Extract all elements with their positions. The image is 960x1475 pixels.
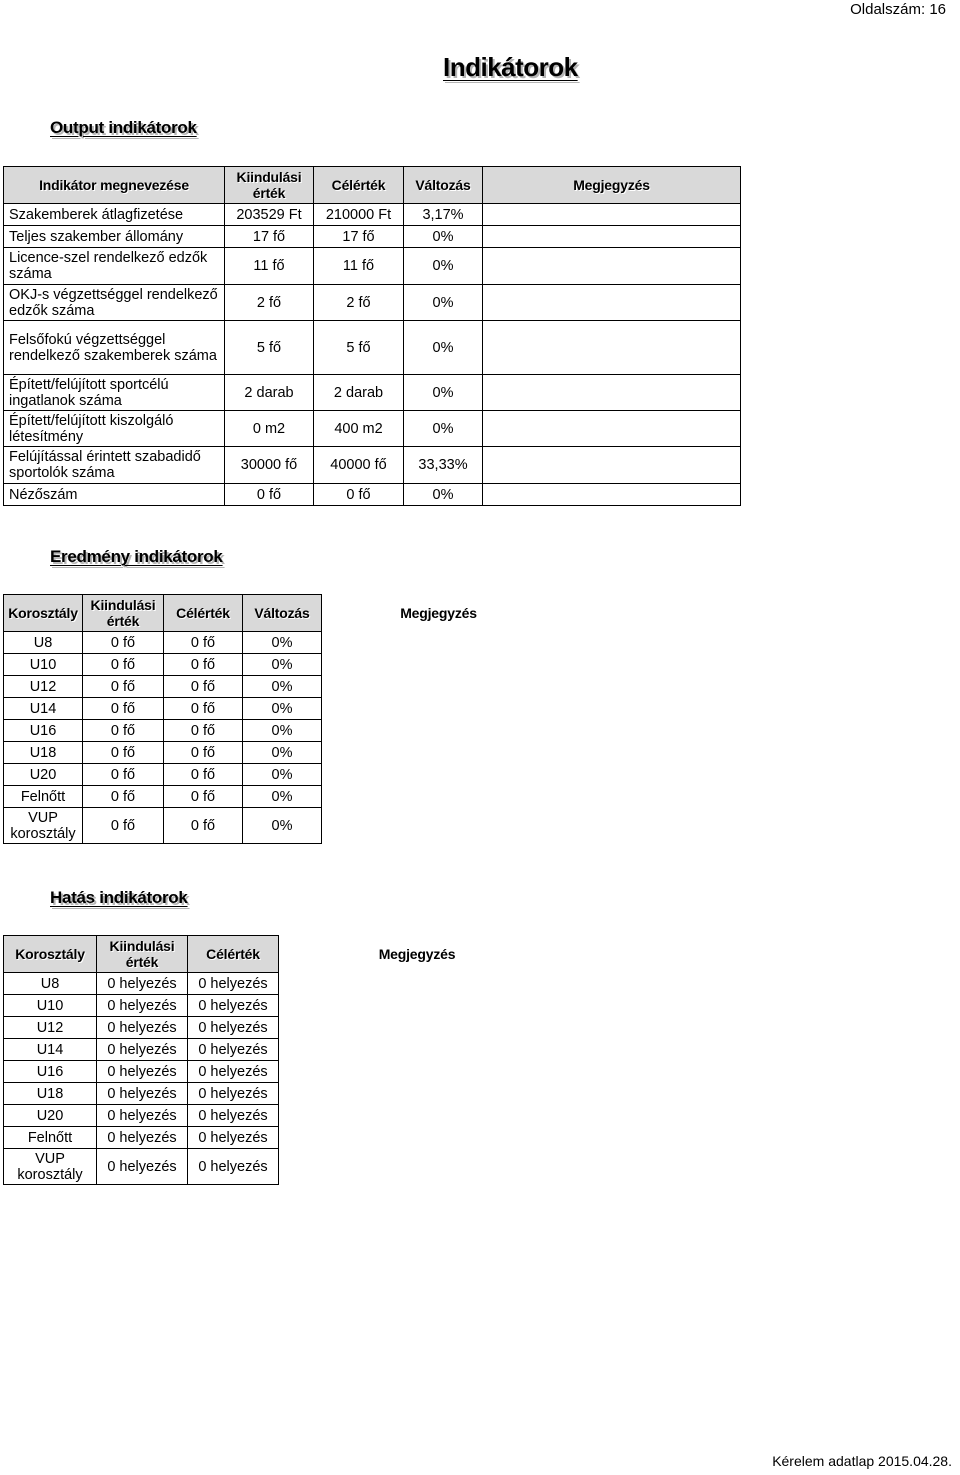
eredmeny-header-baseline: Kiindulási érték — [83, 595, 164, 632]
row-label: Felújítással érintett szabadidő sportolók száma — [4, 447, 225, 484]
table-row — [4, 447, 741, 484]
output-table — [3, 166, 741, 506]
change-value: 0% — [243, 764, 322, 786]
table-row — [4, 654, 556, 676]
baseline-value: 0 helyezés — [97, 995, 188, 1017]
output-header-change: Változás — [404, 167, 483, 204]
note-cell — [279, 1149, 556, 1185]
target-value: 2 darab — [314, 375, 404, 411]
row-label: U8 — [4, 632, 83, 654]
row-label: OKJ-s végzettséggel rendelkező edzők száma — [4, 285, 225, 321]
table-row — [4, 1017, 556, 1039]
row-label: Teljes szakember állomány — [4, 226, 225, 248]
change-value: 0% — [404, 285, 483, 321]
baseline-value: 0 fő — [83, 808, 164, 844]
baseline-value: 0 fő — [83, 698, 164, 720]
baseline-value: 0 fő — [83, 742, 164, 764]
table-row — [4, 204, 741, 226]
baseline-value: 0 helyezés — [97, 1105, 188, 1127]
target-value: 0 helyezés — [188, 1017, 279, 1039]
row-label: U14 — [4, 698, 83, 720]
page-number: Oldalszám: 16 — [850, 1, 946, 18]
baseline-value: 2 fő — [225, 285, 314, 321]
eredmeny-header-age: Korosztály — [4, 595, 83, 632]
note-cell — [483, 248, 741, 285]
target-value: 0 helyezés — [188, 973, 279, 995]
row-label: Licence-szel rendelkező edzők száma — [4, 248, 225, 285]
table-row — [4, 764, 556, 786]
row-label: U20 — [4, 764, 83, 786]
note-cell — [322, 654, 556, 676]
note-cell — [322, 698, 556, 720]
change-value: 0% — [243, 720, 322, 742]
output-header-baseline: Kiindulási érték — [225, 167, 314, 204]
note-cell — [483, 411, 741, 447]
hatas-table — [3, 935, 556, 1185]
note-cell — [279, 973, 556, 995]
footer-text: Kérelem adatlap 2015.04.28. — [772, 1453, 952, 1469]
hatas-header-baseline: Kiindulási érték — [97, 936, 188, 973]
target-value: 0 helyezés — [188, 1083, 279, 1105]
target-value: 0 fő — [314, 484, 404, 506]
page-title: Indikátorok — [443, 52, 578, 82]
note-cell — [483, 226, 741, 248]
target-value: 0 fő — [164, 676, 243, 698]
table-row — [4, 1149, 556, 1185]
row-label: U12 — [4, 676, 83, 698]
row-label: U14 — [4, 1039, 97, 1061]
note-cell — [483, 447, 741, 484]
target-value: 0 fő — [164, 720, 243, 742]
target-value: 0 helyezés — [188, 1149, 279, 1185]
target-value: 0 helyezés — [188, 1105, 279, 1127]
note-cell — [322, 632, 556, 654]
baseline-value: 0 helyezés — [97, 1127, 188, 1149]
table-row — [4, 285, 741, 321]
hatas-header-target: Célérték — [188, 936, 279, 973]
target-value: 5 fő — [314, 321, 404, 375]
row-label: U12 — [4, 1017, 97, 1039]
baseline-value: 0 fő — [83, 654, 164, 676]
baseline-value: 0 fő — [83, 720, 164, 742]
baseline-value: 17 fő — [225, 226, 314, 248]
change-value: 0% — [243, 698, 322, 720]
note-cell — [279, 1127, 556, 1149]
row-label: U10 — [4, 995, 97, 1017]
row-label: U16 — [4, 720, 83, 742]
row-label: U10 — [4, 654, 83, 676]
note-cell — [322, 786, 556, 808]
row-label: Felnőtt — [4, 786, 83, 808]
eredmeny-table — [3, 594, 556, 844]
target-value: 0 helyezés — [188, 1127, 279, 1149]
change-value: 0% — [404, 411, 483, 447]
row-label: U16 — [4, 1061, 97, 1083]
row-label: Felnőtt — [4, 1127, 97, 1149]
row-label: VUP korosztály — [4, 808, 83, 844]
note-cell — [483, 321, 741, 375]
baseline-value: 0 helyezés — [97, 1039, 188, 1061]
change-value: 0% — [404, 248, 483, 285]
table-row — [4, 786, 556, 808]
row-label: U20 — [4, 1105, 97, 1127]
note-cell — [483, 285, 741, 321]
baseline-value: 0 fő — [225, 484, 314, 506]
note-cell — [279, 1105, 556, 1127]
target-value: 0 fő — [164, 764, 243, 786]
note-cell — [322, 742, 556, 764]
eredmeny-section-title: Eredmény indikátorok — [50, 547, 223, 566]
eredmeny-header-target: Célérték — [164, 595, 243, 632]
table-row — [4, 720, 556, 742]
output-section-title: Output indikátorok — [50, 118, 197, 137]
row-label: U8 — [4, 973, 97, 995]
change-value: 0% — [243, 632, 322, 654]
table-row — [4, 1083, 556, 1105]
baseline-value: 0 helyezés — [97, 1017, 188, 1039]
baseline-value: 0 fő — [83, 632, 164, 654]
table-row — [4, 1127, 556, 1149]
change-value: 0% — [243, 676, 322, 698]
note-cell — [279, 1083, 556, 1105]
table-row — [4, 632, 556, 654]
eredmeny-header-row — [4, 595, 556, 632]
table-row — [4, 742, 556, 764]
hatas-section-title: Hatás indikátorok — [50, 888, 188, 907]
table-row — [4, 226, 741, 248]
note-cell — [322, 808, 556, 844]
note-cell — [483, 484, 741, 506]
row-label: U18 — [4, 1083, 97, 1105]
baseline-value: 203529 Ft — [225, 204, 314, 226]
change-value: 33,33% — [404, 447, 483, 484]
table-row — [4, 321, 741, 375]
row-label: Épített/felújított kiszolgáló létesítmény — [4, 411, 225, 447]
change-value: 0% — [404, 226, 483, 248]
target-value: 0 fő — [164, 808, 243, 844]
hatas-header-row — [4, 936, 556, 973]
change-value: 0% — [404, 375, 483, 411]
table-row — [4, 411, 741, 447]
row-label: Nézőszám — [4, 484, 225, 506]
output-header-name: Indikátor megnevezése — [4, 167, 225, 204]
hatas-header-age: Korosztály — [4, 936, 97, 973]
change-value: 0% — [243, 808, 322, 844]
baseline-value: 0 helyezés — [97, 1149, 188, 1185]
target-value: 11 fő — [314, 248, 404, 285]
change-value: 0% — [243, 742, 322, 764]
table-row — [4, 995, 556, 1017]
baseline-value: 0 fő — [83, 786, 164, 808]
row-label: Felsőfokú végzettséggel rendelkező szakemberek száma — [4, 321, 225, 375]
target-value: 0 helyezés — [188, 1061, 279, 1083]
baseline-value: 11 fő — [225, 248, 314, 285]
baseline-value: 2 darab — [225, 375, 314, 411]
change-value: 0% — [243, 654, 322, 676]
table-row — [4, 1105, 556, 1127]
eredmeny-header-note: Megjegyzés — [322, 595, 556, 632]
target-value: 0 fő — [164, 786, 243, 808]
row-label: Épített/felújított sportcélú ingatlanok száma — [4, 375, 225, 411]
note-cell — [322, 676, 556, 698]
note-cell — [279, 1017, 556, 1039]
table-row — [4, 248, 741, 285]
target-value: 0 fő — [164, 632, 243, 654]
target-value: 2 fő — [314, 285, 404, 321]
target-value: 40000 fő — [314, 447, 404, 484]
change-value: 0% — [243, 786, 322, 808]
row-label: VUP korosztály — [4, 1149, 97, 1185]
output-header-note: Megjegyzés — [483, 167, 741, 204]
target-value: 0 fő — [164, 742, 243, 764]
output-header-target: Célérték — [314, 167, 404, 204]
target-value: 210000 Ft — [314, 204, 404, 226]
table-row — [4, 676, 556, 698]
note-cell — [279, 1039, 556, 1061]
note-cell — [322, 764, 556, 786]
baseline-value: 0 m2 — [225, 411, 314, 447]
note-cell — [483, 204, 741, 226]
note-cell — [279, 995, 556, 1017]
table-row — [4, 375, 741, 411]
note-cell — [279, 1061, 556, 1083]
hatas-header-note: Megjegyzés — [279, 936, 556, 973]
note-cell — [483, 375, 741, 411]
eredmeny-header-change: Változás — [243, 595, 322, 632]
table-row — [4, 1039, 556, 1061]
table-row — [4, 808, 556, 844]
change-value: 0% — [404, 484, 483, 506]
table-row — [4, 1061, 556, 1083]
note-cell — [322, 720, 556, 742]
baseline-value: 0 fő — [83, 764, 164, 786]
target-value: 0 helyezés — [188, 1039, 279, 1061]
target-value: 0 fő — [164, 698, 243, 720]
baseline-value: 5 fő — [225, 321, 314, 375]
baseline-value: 0 helyezés — [97, 1083, 188, 1105]
target-value: 0 helyezés — [188, 995, 279, 1017]
change-value: 3,17% — [404, 204, 483, 226]
change-value: 0% — [404, 321, 483, 375]
target-value: 400 m2 — [314, 411, 404, 447]
table-row — [4, 973, 556, 995]
baseline-value: 0 helyezés — [97, 973, 188, 995]
baseline-value: 0 helyezés — [97, 1061, 188, 1083]
table-row — [4, 484, 741, 506]
target-value: 0 fő — [164, 654, 243, 676]
row-label: Szakemberek átlagfizetése — [4, 204, 225, 226]
output-header-row — [4, 167, 741, 204]
target-value: 17 fő — [314, 226, 404, 248]
table-row — [4, 698, 556, 720]
row-label: U18 — [4, 742, 83, 764]
baseline-value: 30000 fő — [225, 447, 314, 484]
baseline-value: 0 fő — [83, 676, 164, 698]
